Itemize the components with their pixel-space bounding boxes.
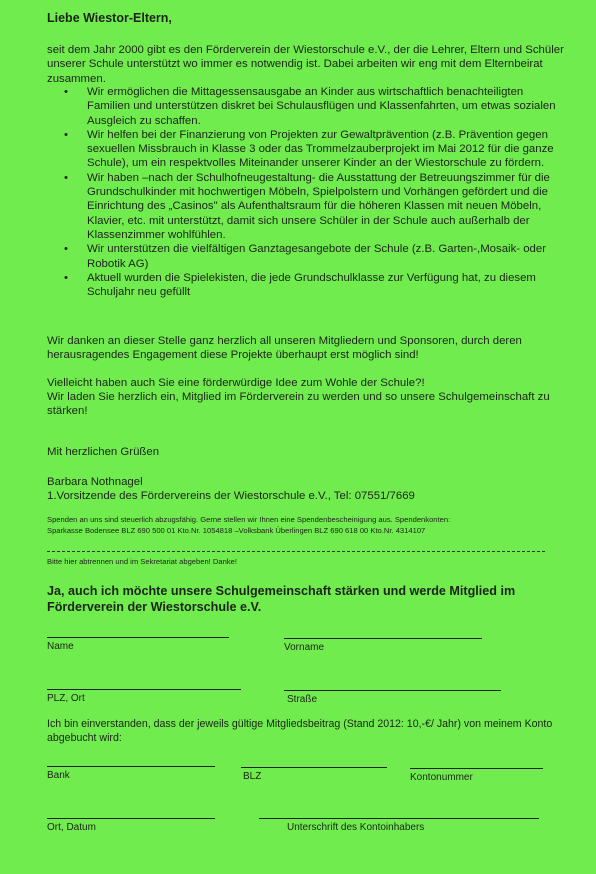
name-label: Name: [47, 641, 74, 652]
bullet-icon: •: [64, 171, 68, 184]
invitation-paragraph: Wir laden Sie herzlich ein, Mitglied im Förderverein zu werden und so unsere Schulgemeinschaft zu stärken!: [47, 391, 550, 418]
support-item: • Aktuell wurden die Spielekisten, die jede Grundschulklasse zur Verfügung hat, zu diesem Schuljahr neu gefüllt: [64, 271, 536, 299]
strasse-label: Straße: [287, 694, 318, 705]
vorname-field[interactable]: [284, 638, 482, 639]
plz-ort-field[interactable]: [47, 689, 241, 690]
cut-instruction: Bitte hier abtrennen und im Sekretariat abgeben! Danke!: [47, 557, 237, 566]
support-item: • Wir unterstützen die vielfältigen Ganztagesangebote der Schule (z.B. Garten-,Mosaik- oder Robotik AG): [64, 243, 547, 270]
blz-field[interactable]: [241, 767, 387, 768]
support-item: • Wir helfen bei der Finanzierung von Projekten zur Gewaltprävention (z.B. Prävention gegen sexuellen Missbrauch in Klasse 3 oder das Trommelzauberprojekt im Mai 2012 für die ganze Schule), um ein respektvolles Miteinander unserer Kinder an der Wiestorschule zu fördern.: [64, 128, 554, 170]
support-item: • Wir haben –nach der Schulhofneugestaltung- die Ausstattung der Betreuungszimmer für die Grundschulkinder mit hochwertigen Möbeln, Spielpolstern und Vorhängen gefördert und die Einrichtung des „Casinos" als Aufenthaltsraum für die höheren Klassen mit neuen Möbeln, Klavier, etc. mit unterstützt, damit sich unsere Schüler in der Schule auch außerhalb der Klassenzimmer wohlfühlen.: [64, 171, 550, 241]
kontonummer-field[interactable]: [410, 768, 543, 769]
intro-paragraph: seit dem Jahr 2000 gibt es den Förderverein der Wiestorschule e.V., der die Lehrer, Eltern und Schüler unserer Schule unterstützt wo immer es notwendig ist. Dabei arbeiten wir eng mit dem Elternbeirat zusammen.: [47, 44, 564, 85]
donation-note: Spenden an uns sind steuerlich abzugsfähig. Gerne stellen wir Ihnen eine Spendenbescheinigung aus. Spendenkonten:: [47, 515, 451, 524]
support-list: [64, 85, 569, 299]
signer-name: Barbara Nothnagel: [47, 476, 143, 488]
support-item: • Wir ermöglichen die Mittagessensausgabe an Kinder aus wirtschaftlich benachteiligten Familien und unterstützen diskret bei Schulausflügen und Klassenfahrten, um etwas sozialen Ausgleich zu schaffen.: [64, 86, 556, 127]
vorname-label: Vorname: [284, 642, 325, 653]
plz-ort-label: PLZ, Ort: [47, 693, 85, 704]
signature-field[interactable]: [259, 818, 539, 819]
blz-label: BLZ: [243, 771, 262, 782]
kontonummer-label: Kontonummer: [410, 772, 473, 783]
question-line: Vielleicht haben auch Sie eine förderwürdige Idee zum Wohle der Schule?!: [47, 377, 425, 389]
bullet-icon: •: [64, 243, 68, 256]
ort-datum-field[interactable]: [47, 818, 215, 819]
signature-label: Unterschrift des Kontoinhabers: [287, 822, 425, 833]
closing-line: Mit herzlichen Grüßen: [47, 446, 160, 458]
consent-text: Ich bin einverstanden, dass der jeweils gültige Mitgliedsbeitrag (Stand 2012: 10,-€/ Jahr) von meinem Konto abgebucht wird:: [47, 718, 553, 744]
bank-field[interactable]: [47, 766, 215, 767]
bank-label: Bank: [47, 770, 70, 781]
letter-greeting: Liebe Wiestor-Eltern,: [47, 11, 172, 25]
ort-datum-label: Ort, Datum: [47, 822, 96, 833]
bank-accounts-note: Sparkasse Bodensee BLZ 690 500 01 Kto.Nr. 1054818 –Volksbank Überlingen BLZ 690 618 00 Kto.Nr. 4314107: [47, 526, 426, 535]
bullet-icon: •: [64, 86, 68, 98]
name-field[interactable]: [47, 637, 229, 638]
bullet-icon: •: [64, 271, 68, 284]
cut-line: [47, 551, 545, 552]
bullet-icon: •: [64, 128, 68, 141]
form-heading: Ja, auch ich möchte unsere Schulgemeinschaft stärken und werde Mitglied im Förderverein der Wiestorschule e.V.: [47, 584, 516, 615]
signer-role: 1.Vorsitzende des Fördervereins der Wiestorschule e.V., Tel: 07551/7669: [47, 490, 415, 502]
thanks-paragraph: Wir danken an dieser Stelle ganz herzlich all unseren Mitgliedern und Sponsoren, durch deren herausragendes Engagement diese Projekte überhaupt erst möglich sind!: [47, 335, 522, 362]
strasse-field[interactable]: [284, 690, 501, 691]
